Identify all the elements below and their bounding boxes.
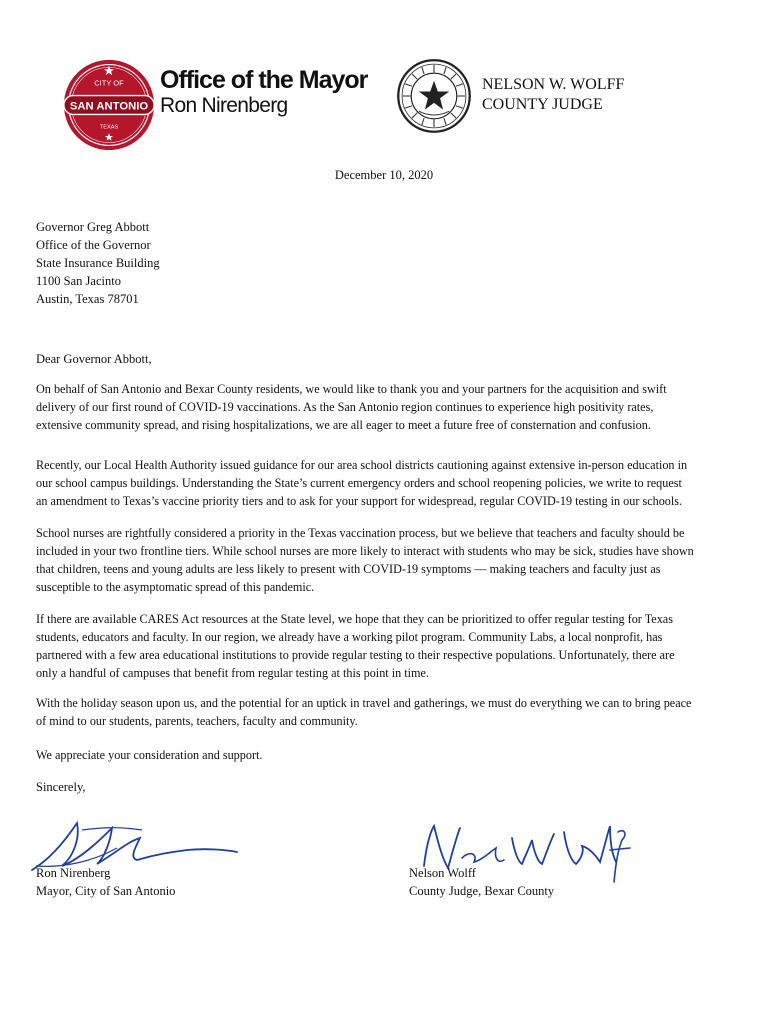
paragraph-line: included in your two frontline tiers. While school nurses are more likely to interact with students who may be sick, studies have shown	[36, 544, 694, 558]
signatory-name: Ron Nirenberg	[36, 866, 111, 880]
paragraph-line: only a handful of campuses that benefit from regular testing at this point in time.	[36, 666, 429, 680]
seal-bottom-text: TEXAS	[99, 124, 119, 131]
paragraph-thanks	[36, 380, 726, 434]
closing: Sincerely,	[36, 780, 86, 794]
paragraph-cares-act	[36, 610, 726, 682]
mayor-office-title: Office of the Mayor	[160, 66, 368, 94]
county-seal-icon	[396, 58, 472, 134]
paragraph-line: susceptible to the asymptomatic spread of this pandemic.	[36, 580, 315, 594]
paragraph-line: an amendment to Texas’s vaccine priority tiers and to ask for your support for widespread, regular COVID-19 testing in our schools.	[36, 494, 683, 508]
address-line: Austin, Texas 78701	[36, 292, 139, 306]
paragraph-line: On behalf of San Antonio and Bexar County residents, we would like to thank you and your partners for the acquisition and swift	[36, 382, 667, 396]
recipient-address	[36, 218, 160, 308]
seal-top-text: CITY OF	[94, 78, 124, 88]
paragraph-line: our school campus buildings. Understanding the State’s current emergency orders and school reopening policies, we write to request	[36, 476, 682, 490]
paragraph-line: partnered with a few area educational institutions to provide regular testing to their respective populations. Unfortunately, there are	[36, 648, 675, 662]
salutation: Dear Governor Abbott,	[36, 352, 152, 366]
paragraph-line: We appreciate your consideration and support.	[36, 748, 263, 762]
judge-title: COUNTY JUDGE	[482, 96, 603, 113]
address-line: Governor Greg Abbott	[36, 220, 150, 234]
mayor-name: Ron Nirenberg	[160, 94, 288, 117]
paragraph-line: extensive community spread, and rising hospitalizations, we are all eager to meet a future free of consternation and confusion.	[36, 418, 651, 432]
judge-name: NELSON W. WOLFF	[482, 76, 625, 93]
paragraph-line: If there are available CARES Act resources at the State level, we hope that they can be prioritized to offer regular testing for Texas	[36, 612, 673, 626]
paragraph-request	[36, 456, 726, 510]
paragraph-teachers	[36, 524, 726, 596]
paragraph-holiday	[36, 694, 726, 730]
paragraph-line: that children, teens and young adults are less likely to present with COVID-19 symptoms — making teachers and faculty just as	[36, 562, 661, 576]
address-line: Office of the Governor	[36, 238, 151, 252]
address-line: State Insurance Building	[36, 256, 160, 270]
paragraph-line: Recently, our Local Health Authority issued guidance for our area school districts cautioning against extensive in-person education in	[36, 458, 688, 472]
paragraph-line: students, educators and faculty. In our region, we already have a working pilot program. Community Labs, a local nonprofit, has	[36, 630, 663, 644]
city-seal-icon	[62, 58, 156, 152]
signatory-title: Mayor, City of San Antonio	[36, 884, 176, 898]
signatory-title: County Judge, Bexar County	[409, 884, 555, 898]
letter-date: December 10, 2020	[334, 168, 434, 182]
paragraph-line: With the holiday season upon us, and the potential for an uptick in travel and gatherings, we must do everything we can to bring peace	[36, 696, 692, 710]
paragraph-line: School nurses are rightfully considered a priority in the Texas vaccination process, but we believe that teachers and faculty should be	[36, 526, 685, 540]
paragraph-line: delivery of our first round of COVID-19 vaccinations. As the San Antonio region continues to experience high positivity rates,	[36, 400, 654, 414]
paragraph-appreciation	[36, 746, 726, 764]
seal-main-text: SAN ANTONIO	[69, 100, 149, 113]
address-line: 1100 San Jacinto	[36, 274, 121, 288]
paragraph-line: of mind to our students, parents, teachers, faculty and community.	[36, 714, 358, 728]
signatory-name: Nelson Wolff	[409, 866, 476, 880]
